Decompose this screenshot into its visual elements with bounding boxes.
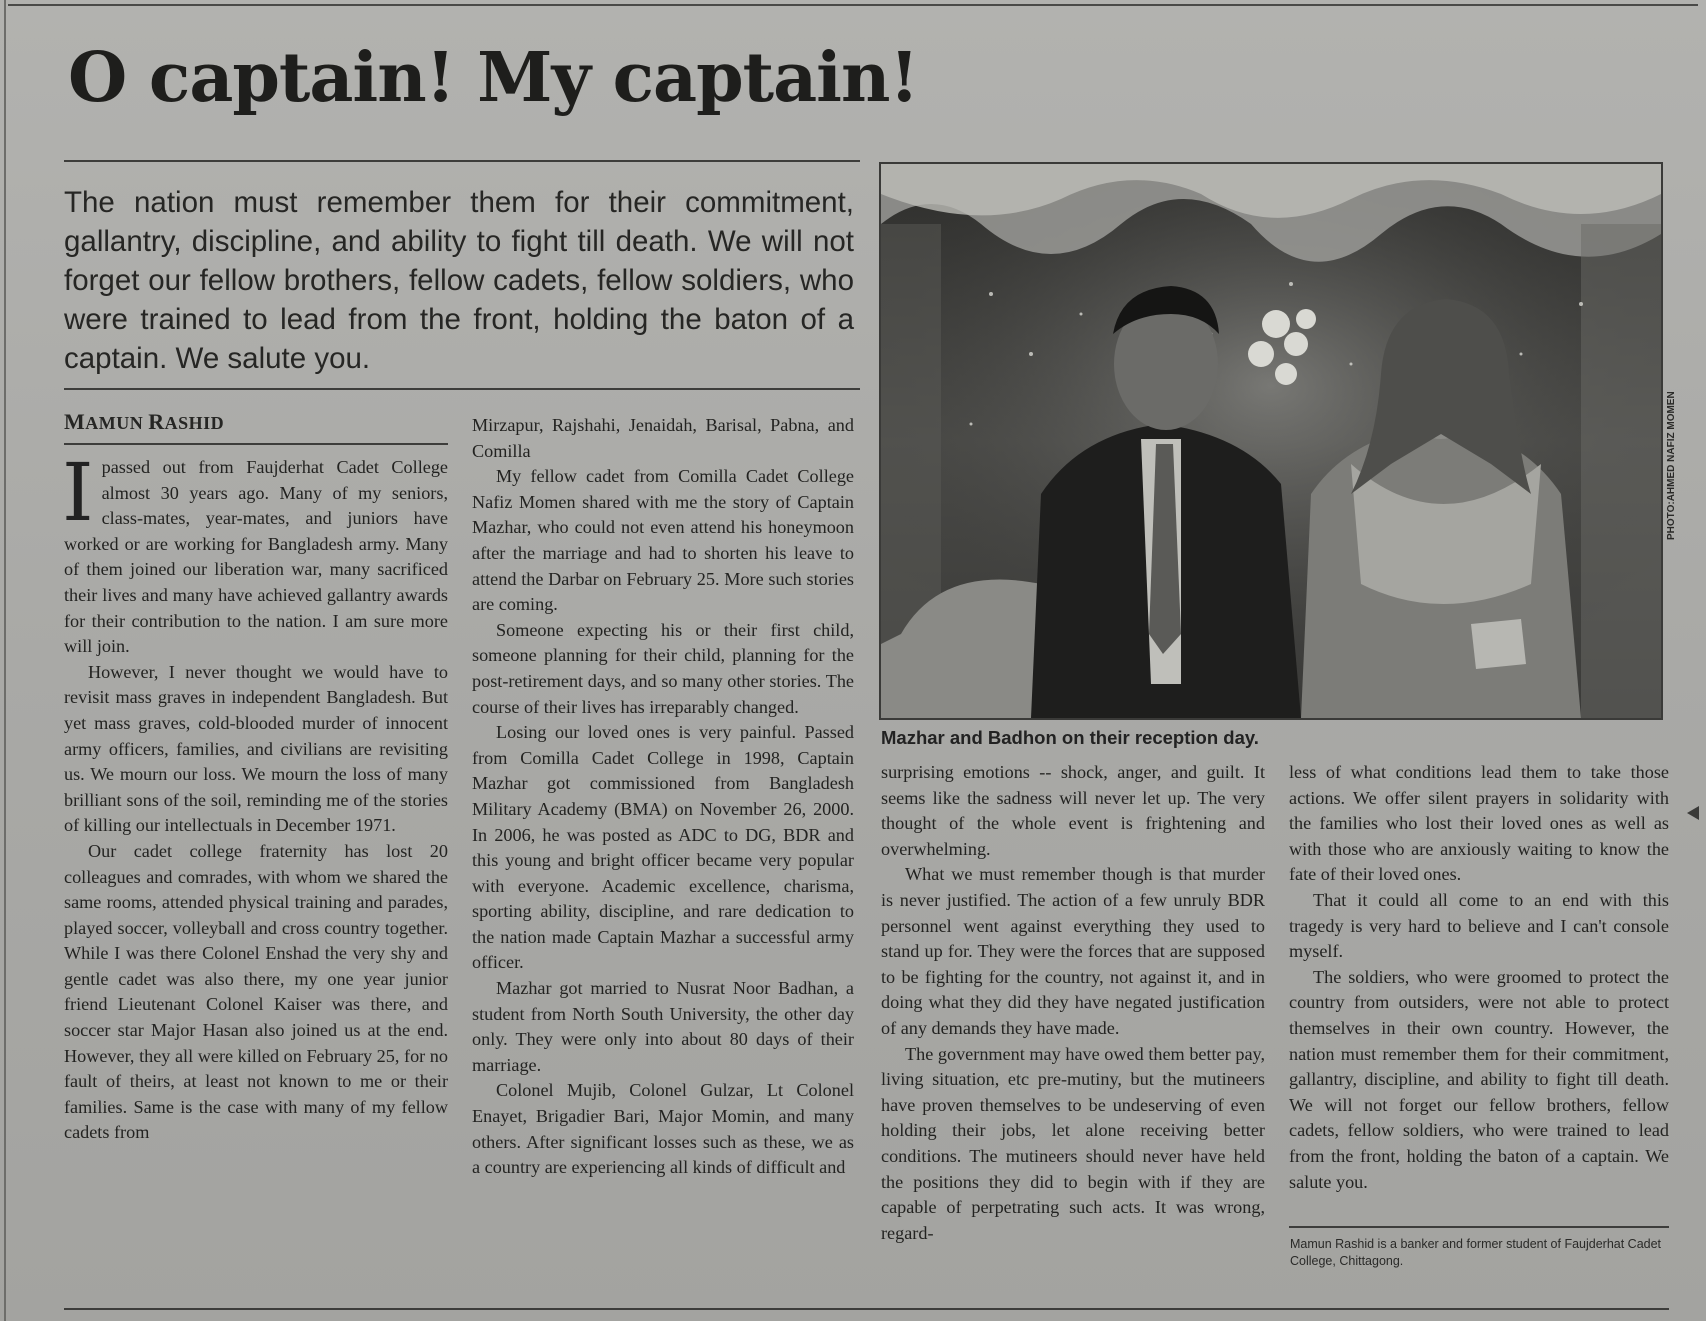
paragraph: Our cadet college fraternity has lost 20 colleagues and comrades, with whom we shared the same rooms, attended physical training and parades, played soccer, volleyball and cross country together. While I was there Colonel Enshad the very shy and gentle cadet was also there, my one year junior friend Lieutenant Colonel Kaiser was there, and soccer star Major Hasan also joined us at the end. However, they all were killed on February 25, for no fault of theirs, at least not known to me or their families. Same is the case with many of my fellow cadets from [64, 840, 448, 1143]
article-column-3 [881, 760, 1265, 1246]
rule-under-byline [64, 443, 448, 445]
paragraph: That it could all come to an end with this tragedy is very hard to believe and I can't console myself. [1289, 889, 1669, 962]
standfirst: The nation must remember them for their commitment, gallantry, discipline, and ability to fight till death. We will not forget our fellow brothers, fellow cadets, fellow soldiers, who were trained to lead from the front, holding the baton of a captain. We salute you. [64, 186, 854, 375]
top-border [8, 4, 1698, 6]
byline-first-rest: AMUN [85, 413, 149, 433]
paragraph: The soldiers, who were groomed to protect the country from outsiders, were not able to protect themselves in their own country. However, the nation must remember them for their commitment, gallantry, discipline, and ability to fight till death. We will not forget our fellow brothers, fellow cadets, fellow soldiers, who were trained to lead from the front, holding the baton of a captain. We salute you. [1289, 966, 1669, 1192]
article-column-1 [62, 446, 448, 1146]
reception-photo [879, 162, 1663, 720]
byline-initial-first: M [64, 409, 86, 434]
rule-under-headline [64, 160, 860, 162]
paragraph: Someone expecting his or their first child, someone planning for their child, planning for the post-retirement days, and so many other stories. The course of their lives has irreparably changed. [472, 619, 854, 717]
photo-credit: PHOTO:AHMED NAFIZ MOMEN [1666, 391, 1677, 540]
paragraph: less of what conditions lead them to take those actions. We offer silent prayers in solidarity with the families who lost their loved ones as well as with those who are anxiously waiting to know the fate of their loved ones. [1289, 762, 1669, 885]
paragraph: However, I never thought we would have to revisit mass graves in independent Bangladesh. But yet mass graves, cold-blooded murder of innocent army officers, families, and civilians are revisiting us. We mourn our loss. We mourn the loss of many brilliant sons of the soil, reminding me of the stories of killing our intellectuals in December 1971. [64, 661, 448, 836]
paragraph: Mazhar got married to Nusrat Noor Badhan, a student from North South University, the other day only. They were only into about 80 days of their marriage. [472, 978, 854, 1075]
photo-caption: Mazhar and Badhon on their reception day. [881, 727, 1259, 748]
paragraph: What we must remember though is that murder is never justified. The action of a few unruly BDR personnel went against everything they used to stand up for. They were the forces that are supposed to be fighting for the country, not against it, and in doing what they did they have negated justification of any demands they have made. [881, 864, 1265, 1038]
paragraph: Mirzapur, Rajshahi, Jenaidah, Barisal, Pabna, and Comilla [472, 415, 854, 461]
rule-above-author-note [1289, 1226, 1669, 1228]
page-arrow-icon [1687, 806, 1699, 820]
paragraph: surprising emotions -- shock, anger, and guilt. It seems like the sadness will never let up. The very thought of the whole event is frightening and overwhelming. [881, 762, 1265, 859]
paragraph: Ipassed out from Faujderhat Cadet College almost 30 years ago. Many of my seniors, class-mates, year-mates, and juniors have worked or are working for Bangladesh army. Many of them joined our liberation war, many sacrificed their lives and many have achieved gallantry awards for their contribution to the nation. I am sure more will join. [62, 446, 448, 657]
author-note: Mamun Rashid is a banker and former student of Faujderhat Cadet College, Chittagong. [1290, 1237, 1662, 1268]
paragraph: Colonel Mujib, Colonel Gulzar, Lt Colonel Enayet, Brigadier Bari, Major Momin, and many others. After significant losses such as these, we as a country are experiencing all kinds of difficult and [472, 1080, 854, 1178]
rule-under-standfirst [64, 388, 860, 390]
photo-image [881, 164, 1661, 718]
paragraph: My fellow cadet from Comilla Cadet College Nafiz Momen shared with me the story of Captain Mazhar, who could not even attend his honeymoon after the marriage and had to shorten his leave to attend the Darbar on February 25. More such stories are coming. [472, 466, 854, 615]
paragraph: Losing our loved ones is very painful. Passed from Comilla Cadet College in 1998, Captain Mazhar got commissioned from Bangladesh Military Academy (BMA) on November 26, 2000. In 2006, he was posted as ADC to DG, BDR and this young and bright officer became very popular with everyone. Academic excellence, charisma, sporting ability, discipline, and rare dedication to the nation made Captain Mazhar a successful army officer. [472, 722, 854, 973]
paragraph: The government may have owed them better pay, living situation, etc pre-mutiny, but the mutineers have proven themselves to be undeserving of even holding their jobs, let alone receiving better conditions. The mutineers should never have held the positions they did to begin with if they are capable of perpetrating such acts. It was wrong, regard- [881, 1043, 1265, 1243]
byline [64, 409, 224, 435]
left-border [4, 0, 6, 1321]
drop-cap: I [62, 446, 94, 539]
headline: O captain! My captain! [68, 38, 919, 118]
byline-initial-last: R [148, 409, 165, 434]
article-column-2 [472, 413, 854, 1181]
article-column-4 [1289, 760, 1669, 1195]
bottom-rule [64, 1308, 1669, 1310]
byline-last-rest: ASHID [164, 413, 225, 433]
